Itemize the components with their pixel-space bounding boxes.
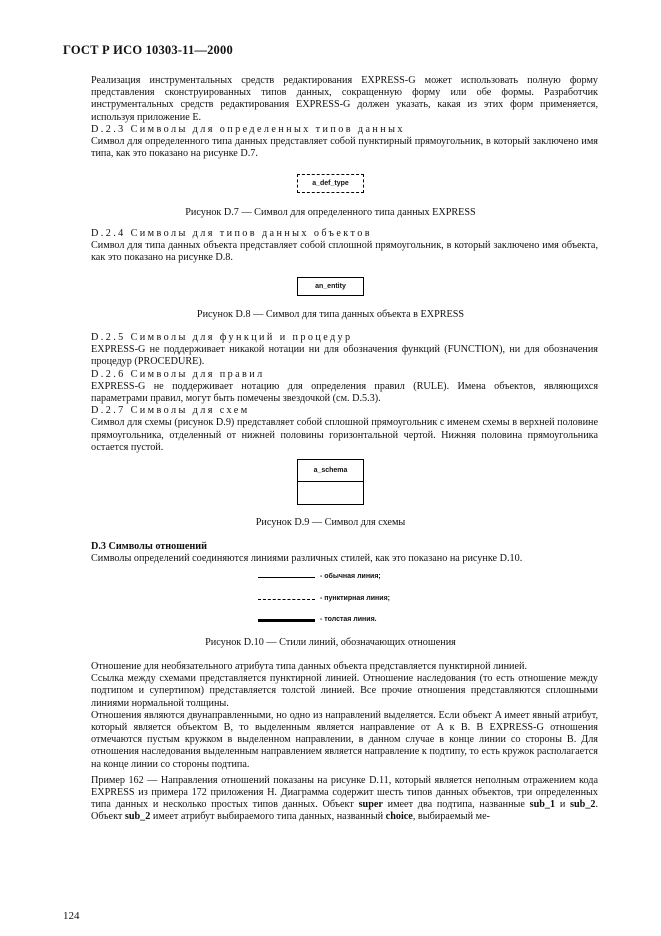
figure-d10-caption: Рисунок D.10 — Стили линий, обозначающих отношения <box>205 637 456 648</box>
sections-d25-d27 <box>91 332 598 454</box>
section-d24-text: Символ для типа данных объекта представляет собой сплошной прямоугольник, в который заключено имя объекта, как это показано на рисунке D.8. <box>91 240 598 264</box>
schema-name-area: a_schema <box>298 460 363 482</box>
section-d26-text: EXPRESS-G не поддерживает нотацию для определения правил (RULE). Имена объектов, являющихся параметрами правил, могут быть помечены звездочкой (см. D.5.3). <box>91 380 598 405</box>
section-d24-title: D.2.4 Символы для типов данных объектов <box>91 228 372 239</box>
figure-d9-caption: Рисунок D.9 — Символ для схемы <box>255 517 406 528</box>
relationship-paragraphs <box>91 661 598 824</box>
section-d26-title: D.2.6 Символы для правил <box>91 368 265 380</box>
defined-type-symbol: a_def_type <box>297 174 364 193</box>
section-d23-text: Символ для определенного типа данных представляет собой пунктирный прямоугольник, в который заключено имя типа, как это показано на рисунке D.7. <box>91 136 598 160</box>
intro-paragraph <box>91 75 598 160</box>
section-d27-text: Символ для схемы (рисунок D.9) представляет собой сплошной прямоугольник с именем схемы в верхней половине прямоугольника, отделенный от нижней половины горизонтальной чертой. Нижняя половина прямоугольника остается пустой. <box>91 417 598 453</box>
legend-thick: - толстая линия. <box>320 616 377 623</box>
example-162: Пример 162 — Направления отношений показаны на рисунке D.11, который является неполным отражением кода EXPRESS из примера 172 приложения H. Диаграмма содержит шесть типов данных объектов, три определенных типа данных и несколько простых типов данных. Объект super имеет два подтипа, названные sub_1 и sub_2. Объект sub_2 имеет атрибут выбираемого типа данных, названный choice, выбираемый ме- <box>91 774 599 823</box>
section-d24 <box>91 228 598 265</box>
section-d3-text: Символы определений соединяются линиями различных стилей, как это показано на рисунке D.10. <box>91 553 523 565</box>
section-d25-title: D.2.5 Символы для функций и процедур <box>91 332 353 343</box>
section-d27-title: D.2.7 Символы для схем <box>91 405 250 417</box>
legend-dashed: - пунктирная линия; <box>320 595 390 602</box>
para-optional-attribute: Отношение для необязательного атрибута типа данных объекта представляется пунктирной линией. <box>91 661 528 672</box>
section-d3 <box>91 541 598 565</box>
section-d25-text: EXPRESS-G не поддерживает никакой нотации ни для обозначения функций (FUNCTION), ни для обозначения процедур (PROCEDURE). <box>91 344 598 368</box>
page-header: ГОСТ Р ИСО 10303-11—2000 <box>63 43 233 57</box>
normal-line-sample <box>258 577 315 578</box>
schema-symbol <box>297 459 364 505</box>
section-d3-title: D.3 Символы отношений <box>91 541 207 552</box>
section-d23-title: D.2.3 Символы для определенных типов данных <box>91 123 405 135</box>
para-direction: Отношения являются двунаправленными, но одно из направлений выделяется. Если объект A имеет явный атрибут, который является объектом B, то выделенным является направление от A к B. В EXPRESS-G отношения отмечаются пустым кружком в выделенном направлении, в данном случае в конце линии со стороны B. Для отношения наследования выделенным направлением является направление к подтипу, то есть кружок располагается на конце линии со стороны подтипа. <box>91 709 598 770</box>
page-number: 124 <box>63 910 80 922</box>
thick-line-sample <box>258 619 315 622</box>
figure-d8-caption: Рисунок D.8 — Символ для типа данных объекта в EXPRESS <box>196 309 465 320</box>
entity-symbol: an_entity <box>297 277 364 296</box>
dashed-line-sample <box>258 599 315 600</box>
figure-d7-caption: Рисунок D.7 — Символ для определенного типа данных EXPRESS <box>185 207 476 218</box>
para-express-g-forms: Реализация инструментальных средств редактирования EXPRESS-G может использовать полную форму представления сконструированных типов данных, сокращенную форму или обе формы. Разработчик инструментальных средств редактирования EXPRESS-G должен указать, какая из этих форм применяется, используя приложение E. <box>91 75 598 123</box>
legend-normal: - обычная линия; <box>320 573 381 580</box>
para-schema-reference: Ссылка между схемами представляется пунктирной линией. Отношение наследования (то есть отношение между подтипом и супертипом) представляется толстой линией. Все прочие отношения представляются сплошными линиями нормальной толщины. <box>91 673 598 709</box>
